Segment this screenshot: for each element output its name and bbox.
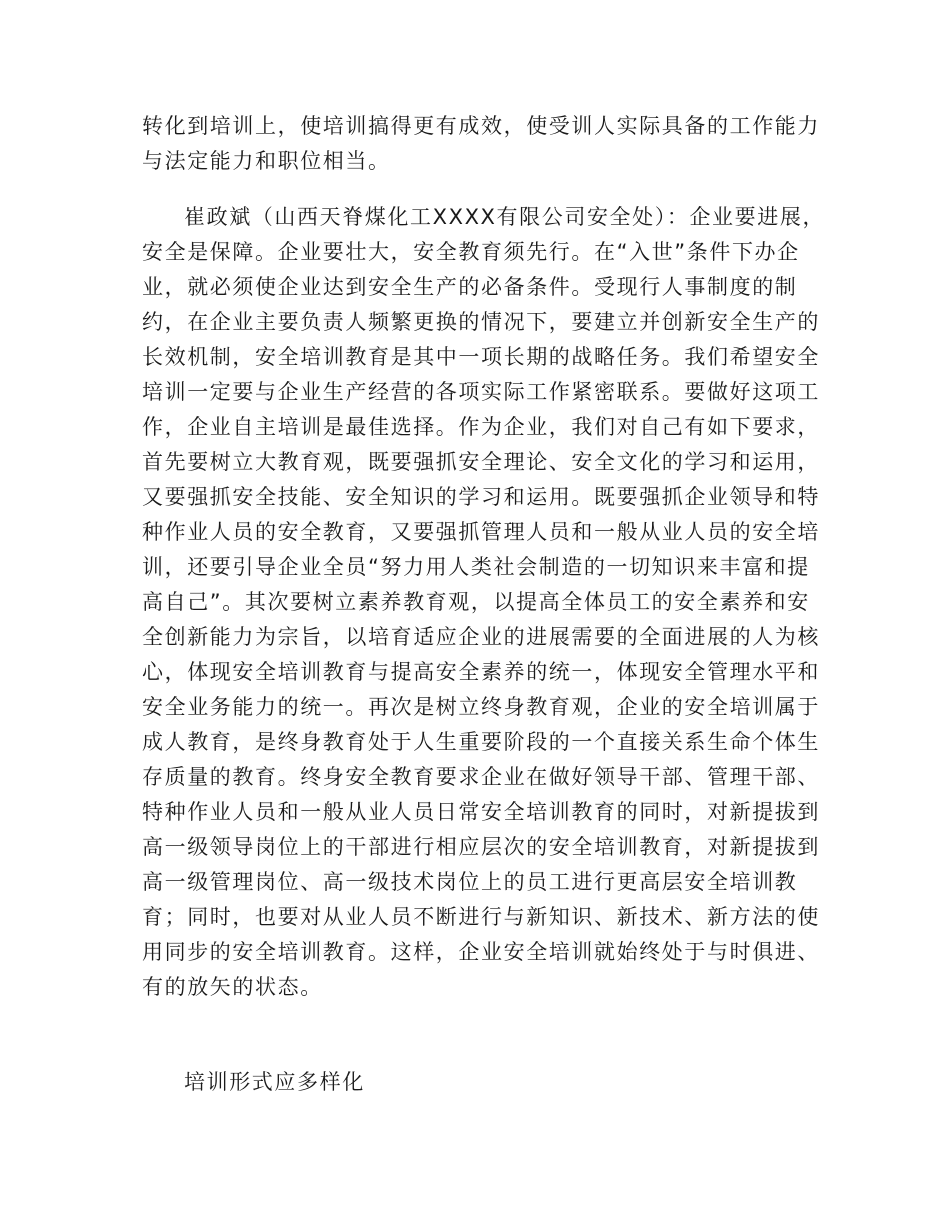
text-line: 特种作业人员和一般从业人员日常安全培训教育的同时，对新提拔到 xyxy=(142,800,820,824)
section-heading: 培训形式应多样化 xyxy=(184,1070,365,1094)
text-line: 约，在企业主要负责人频繁更换的情况下，要建立并创新安全生产的 xyxy=(142,310,820,334)
text-line: 转化到培训上，使培训搞得更有成效，使受训人实际具备的工作能力 xyxy=(142,114,820,138)
text-line: 心，体现安全培训教育与提高安全素养的统一，体现安全管理水平和 xyxy=(142,660,820,684)
text-line: 存质量的教育。终身安全教育要求企业在做好领导干部、管理干部、 xyxy=(142,765,820,789)
text-line: 成人教育，是终身教育处于人生重要阶段的一个直接关系生命个体生 xyxy=(142,730,820,754)
text-line: 安全是保障。企业要壮大，安全教育须先行。在“入世”条件下办企 xyxy=(142,240,800,264)
text-line: 长效机制，安全培训教育是其中一项长期的战略任务。我们希望安全 xyxy=(142,345,820,369)
text-line: 培训一定要与企业生产经营的各项实际工作紧密联系。要做好这项工 xyxy=(142,380,820,404)
text-line: 用同步的安全培训教育。这样，企业安全培训就始终处于与时俱进、 xyxy=(142,940,820,964)
text-line: 安全业务能力的统一。再次是树立终身教育观，企业的安全培训属于 xyxy=(142,695,820,719)
text-line: 高一级管理岗位、高一级技术岗位上的员工进行更高层安全培训教 xyxy=(142,870,798,894)
text-line: 种作业人员的安全教育，又要强抓管理人员和一般从业人员的安全培 xyxy=(142,520,820,544)
text-line: 崔政斌（山西天脊煤化工XXXX有限公司安全处）：企业要进展， xyxy=(184,205,826,229)
text-line: 高一级领导岗位上的干部进行相应层次的安全培训教育，对新提拔到 xyxy=(142,835,820,859)
text-line: 训，还要引导企业全员“努力用人类社会制造的一切知识来丰富和提 xyxy=(142,555,810,579)
text-line: 有的放矢的状态。 xyxy=(142,975,323,999)
text-line: 育；同时，也要对从业人员不断进行与新知识、新技术、新方法的使 xyxy=(142,905,820,929)
text-line: 全创新能力为宗旨，以培育适应企业的进展需要的全面进展的人为核 xyxy=(142,625,820,649)
text-line: 作，企业自主培训是最佳选择。作为企业，我们对自己有如下要求， xyxy=(142,415,820,439)
text-line: 高自己”。其次要树立素养教育观，以提高全体员工的安全素养和安 xyxy=(142,590,810,614)
text-line: 业，就必须使企业达到安全生产的必备条件。受现行人事制度的制 xyxy=(142,275,798,299)
text-line: 首先要树立大教育观，既要强抓安全理论、安全文化的学习和运用， xyxy=(142,450,820,474)
text-line: 与法定能力和职位相当。 xyxy=(142,149,391,173)
text-line: 又要强抓安全技能、安全知识的学习和运用。既要强抓企业领导和特 xyxy=(142,485,820,509)
